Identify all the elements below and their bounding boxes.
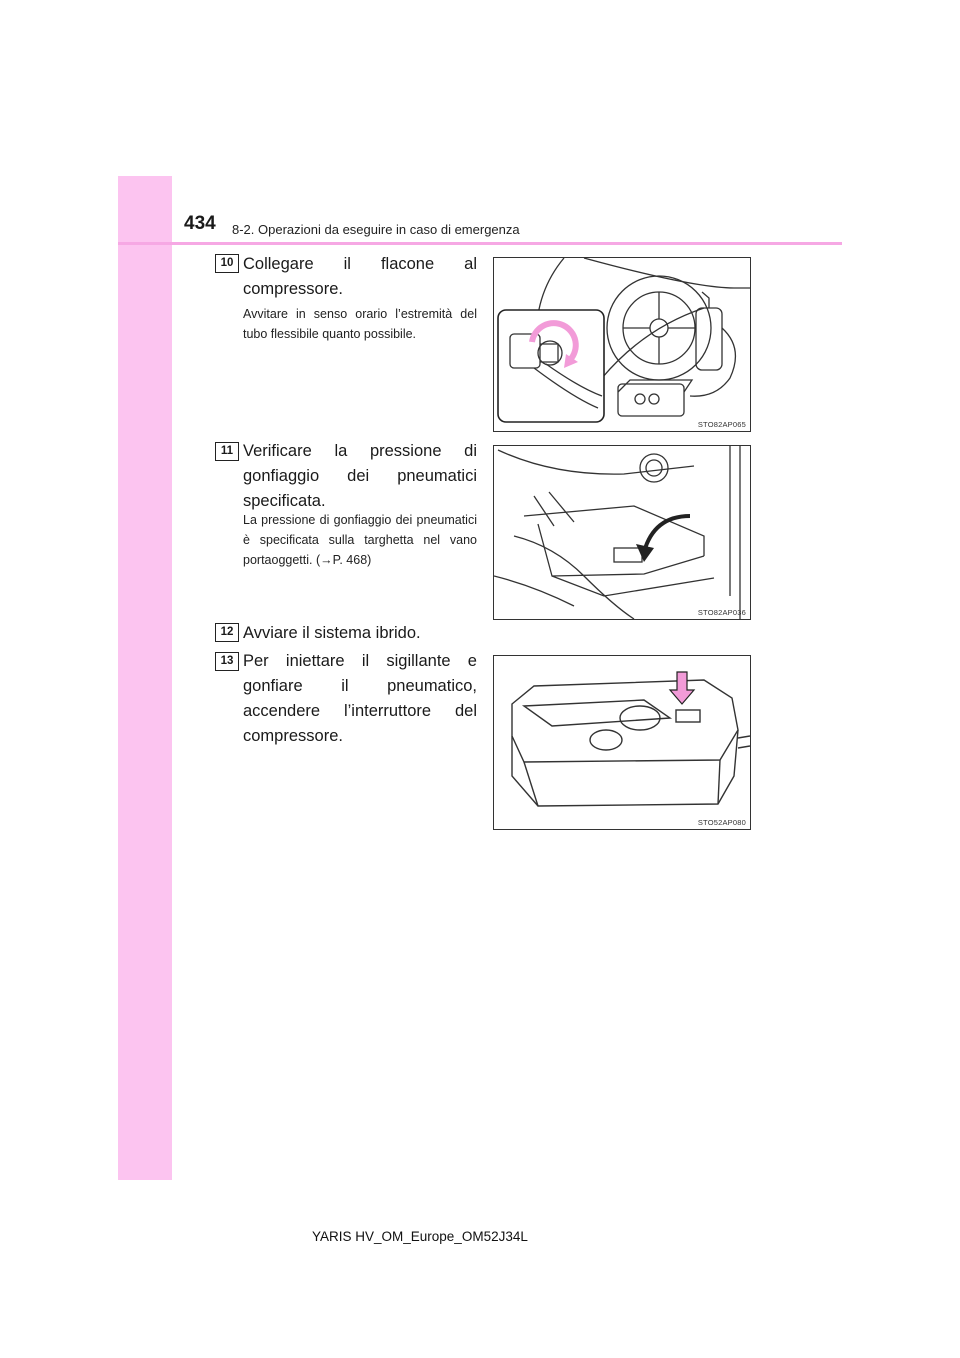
step-12-title: Avviare il sistema ibrido. [243,624,421,642]
step-11-title: Verificare la pressione di gonfiaggio dei pneumatici specificata. [243,442,477,510]
step-badge-10: 10 [215,254,239,273]
step-10-title: Collegare il flacone al compressore. [243,255,477,298]
bottle-compressor-illustration [494,258,750,431]
figure-glove-box [493,445,751,620]
section-title: 8-2. Operazioni da eseguire in caso di emergenza [232,222,520,237]
step-10-note: Avvitare in senso orario l’estremità del tubo flessibile quanto possibile. [243,307,477,341]
figure-code-step-13: STO52AP080 [697,818,746,827]
chapter-side-bar [118,176,172,1180]
page-number: 434 [184,213,216,234]
step-badge-11: 11 [215,442,239,461]
step-badge-12: 12 [215,623,239,642]
figure-bottle-compressor [493,257,751,432]
compressor-switch-illustration [494,656,750,829]
step-badge-13: 13 [215,652,239,671]
document-footer: YARIS HV_OM_Europe_OM52J34L [312,1229,528,1244]
header-divider [118,242,842,245]
step-13-title: Per iniettare il sigillante e gonfiare il pneumatico, accendere l’interruttore del compressore. [243,652,477,745]
glove-box-illustration [494,446,750,619]
figure-code-step-10: STO82AP065 [697,420,746,429]
step-11-note: La pressione di gonfiaggio dei pneumatici è specificata sulla targhetta nel vano portaoggetti. (→P. 468) [243,513,477,567]
figure-compressor-switch [493,655,751,830]
figure-code-step-11: STO82AP036 [697,608,746,617]
